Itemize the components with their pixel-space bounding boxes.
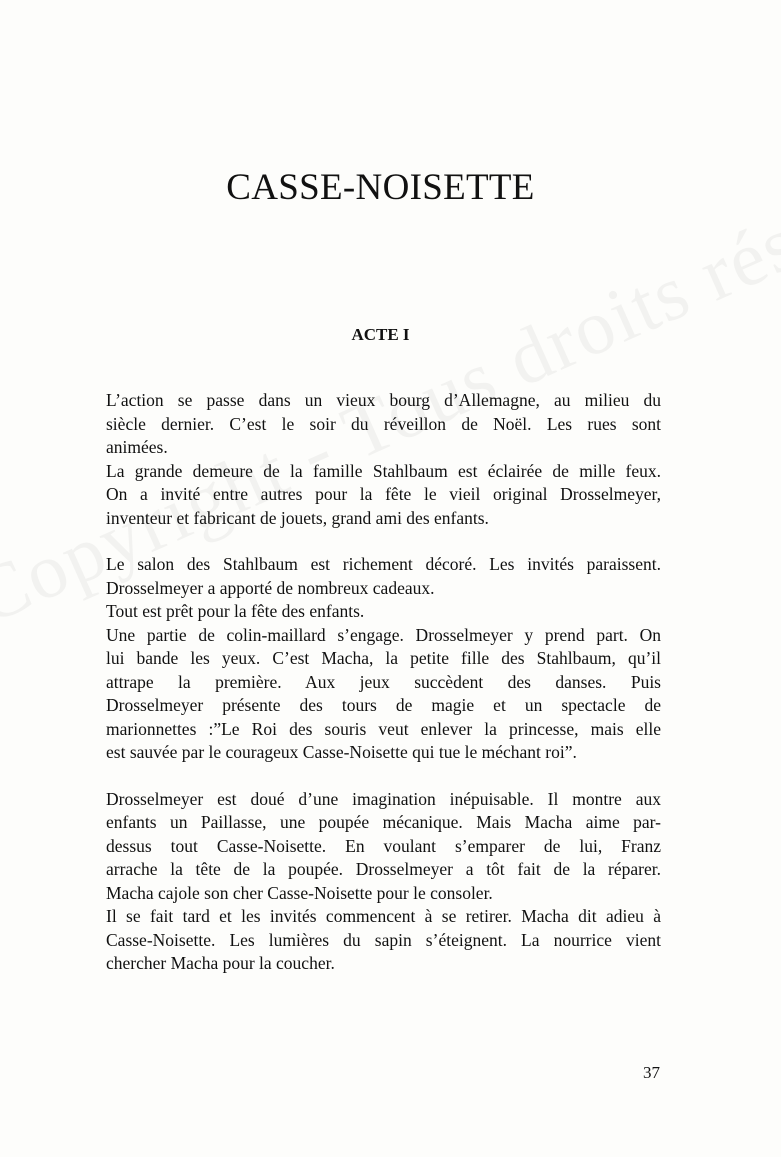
text-line: Drosselmeyer est doué d’une imagination inépuisable. Il montre aux [106, 788, 661, 809]
text-line: La grande demeure de la famille Stahlbaum est éclairée de mille feux. [106, 460, 661, 481]
text-line: est sauvée par le courageux Casse-Noisette qui tue le méchant roi”. [106, 742, 577, 762]
text-line: dessus tout Casse-Noisette. En voulant s’emparer de lui, Franz [106, 835, 661, 856]
text-line: Le salon des Stahlbaum est richement décoré. Les invités paraissent. [106, 554, 661, 574]
text-line: enfants un Paillasse, une poupée mécanique. Mais Macha aime par- [106, 812, 661, 832]
text-line: lui bande les yeux. C’est Macha, la petite fille des Stahlbaum, qu’il [106, 648, 661, 668]
text-line: attrape la première. Aux jeux succèdent des danses. Puis [106, 671, 661, 692]
paragraph-2 [106, 553, 661, 765]
text-line: L’action se passe dans un vieux bourg d’Allemagne, au milieu du [106, 390, 661, 410]
text-line: marionnettes :”Le Roi des souris veut enlever la princesse, mais elle [106, 718, 661, 739]
text-line: inventeur et fabricant de jouets, grand ami des enfants. [106, 507, 489, 528]
text-line: Drosselmeyer présente des tours de magie et un spectacle de [106, 695, 661, 715]
text-line: Casse-Noisette. Les lumières du sapin s’éteignent. La nourrice vient [106, 929, 661, 950]
text-line: Drosselmeyer a apporté de nombreux cadeaux. [106, 577, 435, 598]
text-line: Il se fait tard et les invités commencent à se retirer. Macha dit adieu à [106, 906, 661, 926]
act-heading: ACTE I [351, 325, 410, 344]
text-line: animées. [106, 437, 168, 457]
page-number: 37 [643, 1063, 660, 1082]
paragraph-1 [106, 389, 661, 530]
body-text [106, 389, 661, 999]
text-line: Tout est prêt pour la fête des enfants. [106, 601, 365, 621]
text-line: Macha cajole son cher Casse-Noisette pour le consoler. [106, 882, 493, 903]
text-line: arrache la tête de la poupée. Drosselmeyer a tôt fait de la réparer. [106, 859, 661, 879]
text-line: siècle dernier. C’est le soir du réveillon de Noël. Les rues sont [106, 413, 661, 434]
text-line: On a invité entre autres pour la fête le vieil original Drosselmeyer, [106, 484, 661, 504]
text-line: Une partie de colin-maillard s’engage. Drosselmeyer y prend part. On [106, 624, 661, 645]
paragraph-3 [106, 788, 661, 976]
page-title: CASSE-NOISETTE [226, 167, 535, 208]
text-line: chercher Macha pour la coucher. [106, 953, 335, 973]
